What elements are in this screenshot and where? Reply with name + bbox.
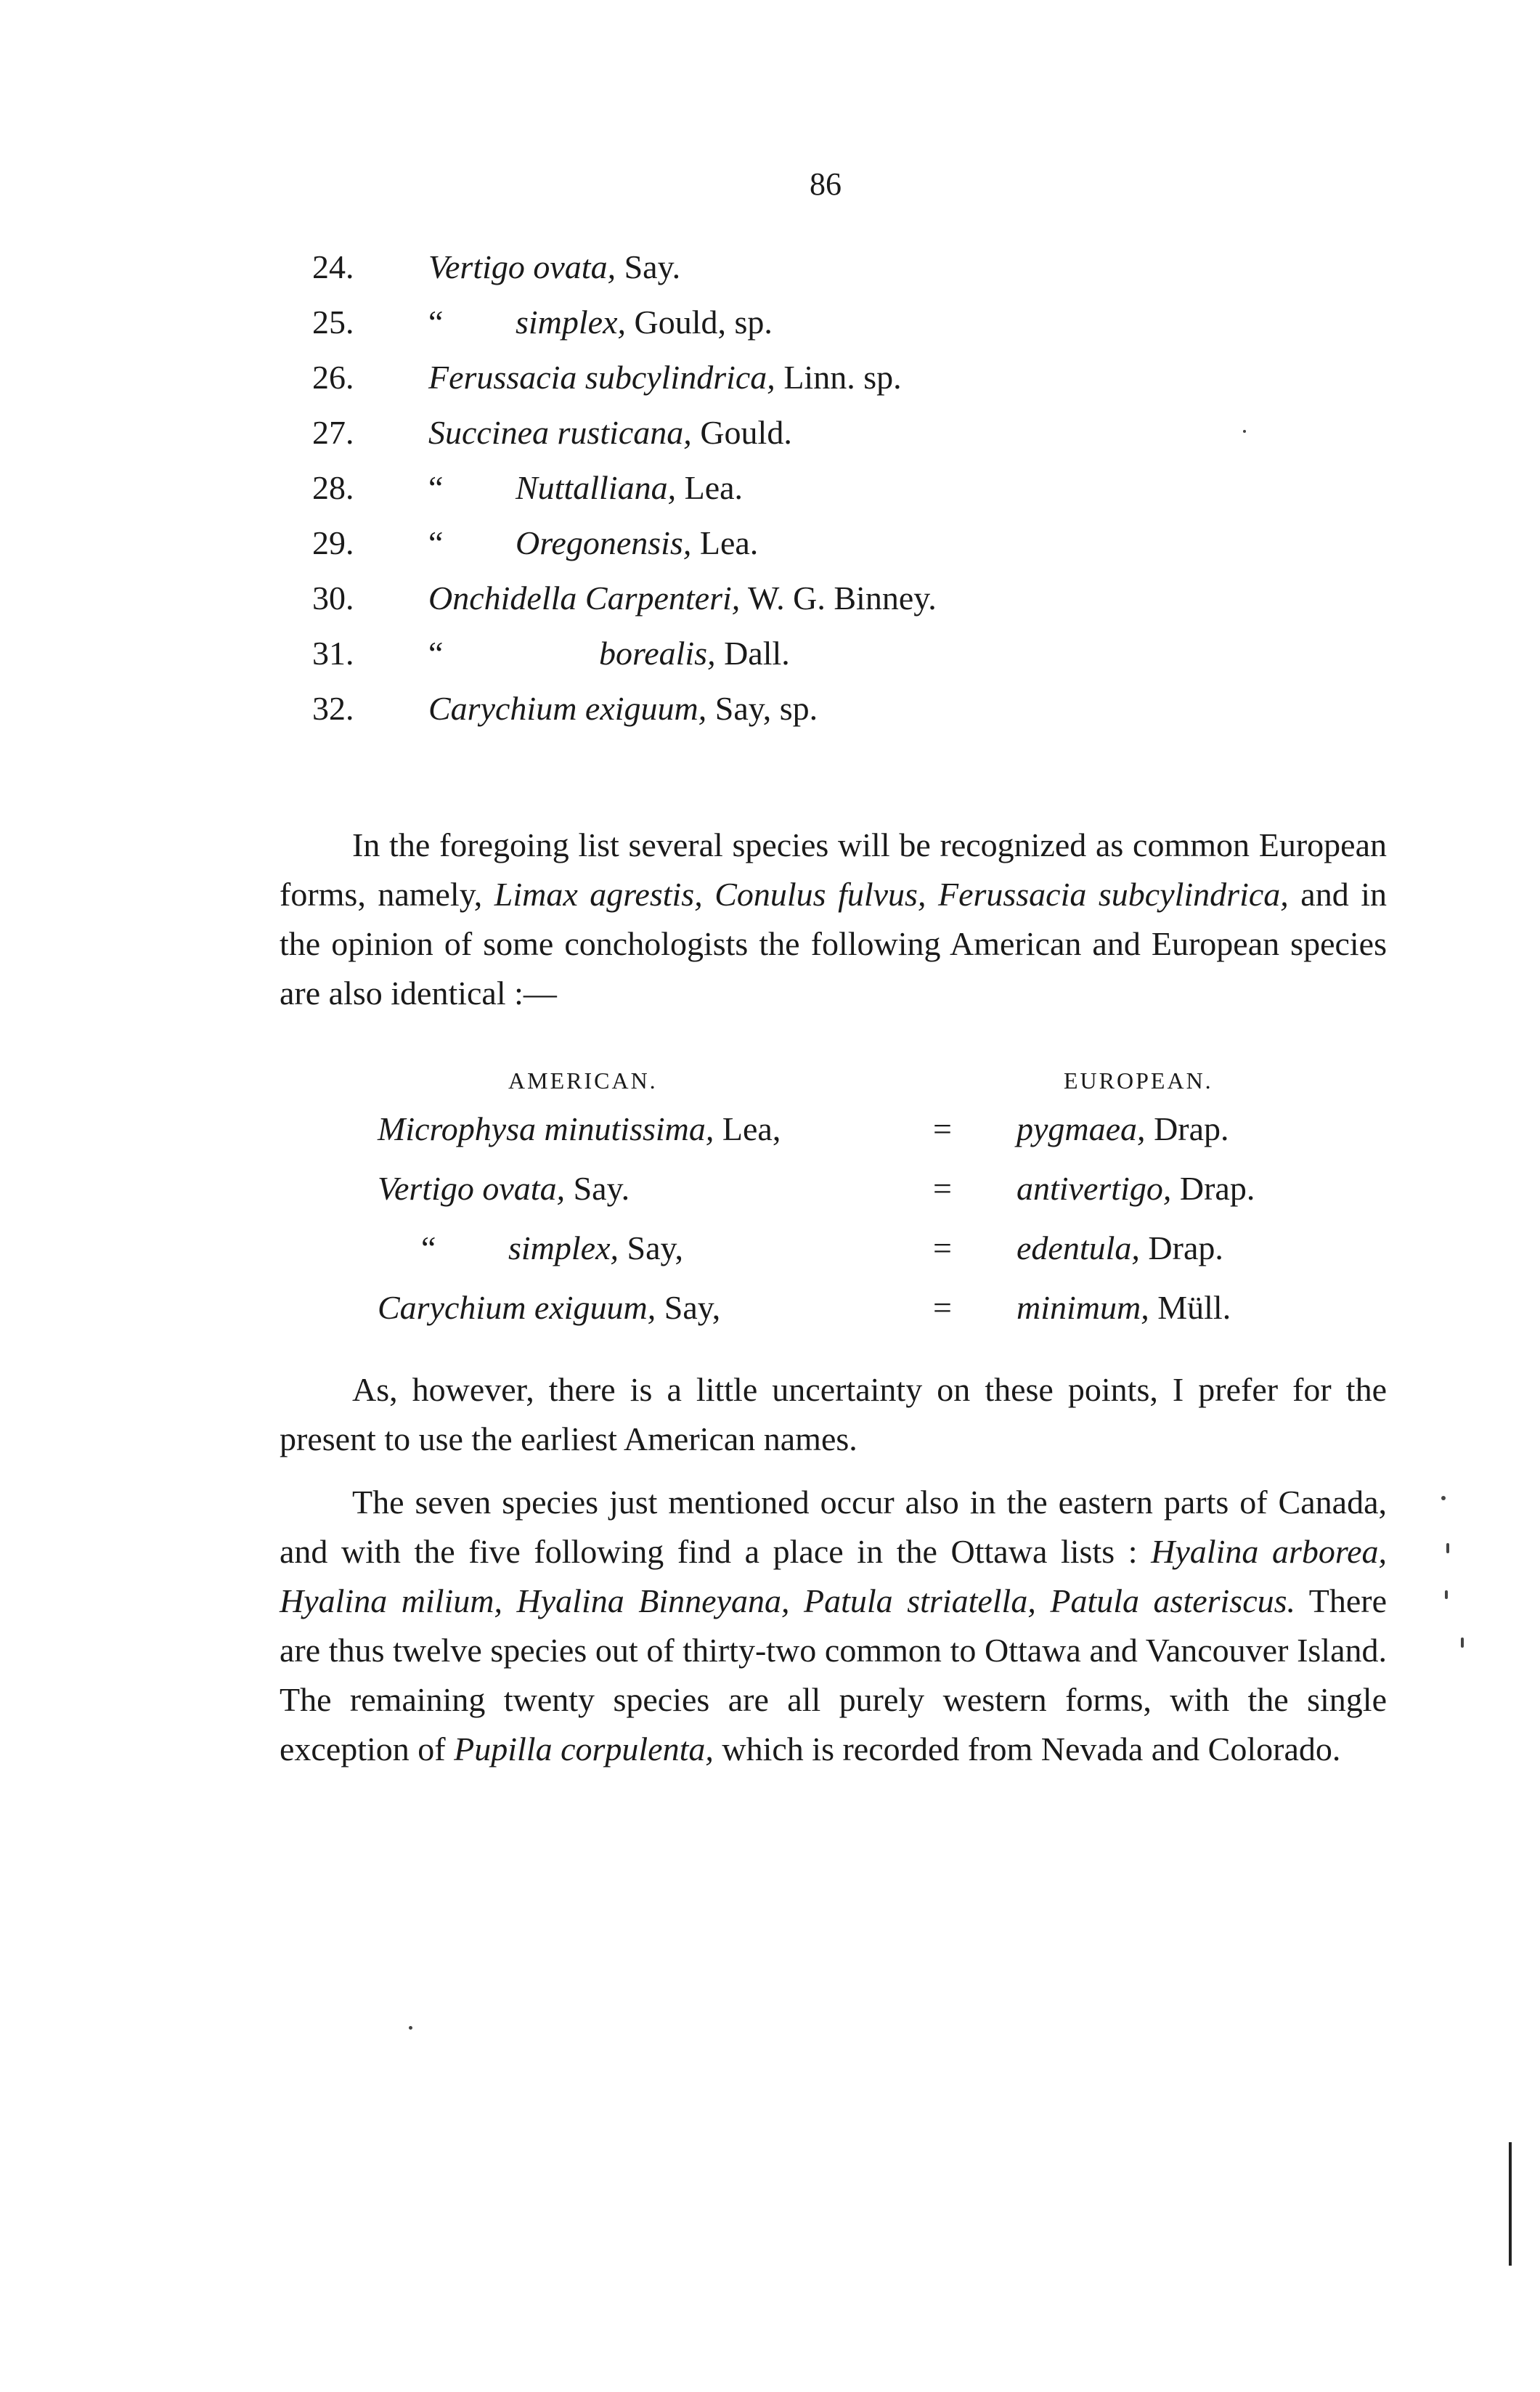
item-text	[428, 240, 680, 295]
american-name	[378, 1160, 630, 1218]
species-authority: Lea.	[676, 469, 743, 506]
european-name	[1017, 1219, 1223, 1277]
paragraph-italic: Hyalina arborea, Hyalina milium, Hyalina Binneyana, Patula striatella, Patula asteriscus.	[280, 1533, 1387, 1619]
item-number: 29.	[312, 524, 354, 561]
table-row	[378, 1160, 1380, 1218]
species-name: borealis,	[599, 635, 716, 672]
species-name: Onchidella Carpenteri,	[428, 579, 741, 617]
list-item	[312, 240, 1401, 295]
european-species: edentula,	[1017, 1229, 1140, 1266]
species-authority: Say.	[616, 248, 681, 285]
european-species: pygmaea,	[1017, 1110, 1146, 1147]
item-text	[428, 516, 758, 571]
ditto-mark: “	[428, 304, 444, 341]
table-row	[378, 1279, 1380, 1337]
paragraph-common-species	[280, 821, 1387, 1018]
paragraph-text: As, however, there is a little uncertainty on these points, I prefer for the present to use the earliest American names.	[280, 1371, 1387, 1457]
item-number: 27.	[312, 414, 354, 451]
item-text	[428, 571, 937, 626]
american-species: Microphysa minutissima,	[378, 1110, 714, 1147]
list-item	[312, 571, 1401, 626]
list-item	[312, 516, 1401, 571]
paragraph-text: In the foregoing list several species will be recognized as common European forms, namely,	[280, 826, 1387, 913]
item-number: 24.	[312, 248, 354, 285]
species-name: Ferussacia subcylindrica,	[428, 359, 775, 396]
american-name	[378, 1100, 781, 1158]
paragraph-text: There are thus twelve species out of thirty-two common to Ottawa and Vancouver Island. The remaining twenty species are all purely western forms, with the single exception of	[280, 1582, 1387, 1767]
item-text	[428, 626, 790, 681]
list-item	[312, 295, 1401, 350]
item-number: 26.	[312, 359, 354, 396]
paragraph-text: The seven species just mentioned occur also in the eastern parts of Canada, and with the five following find a place in the Ottawa lists :	[280, 1484, 1387, 1570]
ditto-mark: “	[421, 1229, 436, 1266]
list-item	[312, 405, 1401, 460]
species-name: Succinea rusticana,	[428, 414, 692, 451]
species-name: Oregonensis,	[516, 524, 692, 561]
item-text	[428, 350, 902, 405]
paragraph-text: and in the opinion of some conchologists the following American and European species are also identical :—	[280, 876, 1387, 1012]
american-name	[378, 1279, 720, 1337]
european-authority: Drap.	[1139, 1229, 1223, 1266]
scan-speck	[1445, 1590, 1448, 1599]
species-name: Carychium exiguum,	[428, 690, 707, 727]
paragraph-ottawa	[280, 1478, 1387, 1774]
scan-speck	[1441, 1496, 1446, 1500]
american-authority: Say.	[565, 1170, 630, 1207]
scan-speck	[1243, 430, 1246, 433]
american-column-header: AMERICAN.	[508, 1067, 658, 1094]
list-item	[312, 460, 1401, 516]
list-item	[312, 681, 1401, 736]
item-number: 31.	[312, 635, 354, 672]
list-item	[312, 626, 1401, 681]
equals-sign: =	[933, 1289, 952, 1326]
european-species: minimum,	[1017, 1289, 1149, 1326]
species-name: Nuttalliana,	[516, 469, 677, 506]
scan-speck	[1446, 1543, 1449, 1553]
table-row	[378, 1219, 1380, 1277]
item-number: 25.	[312, 304, 354, 341]
equals-sign: =	[933, 1229, 952, 1266]
ditto-mark: “	[428, 469, 444, 506]
american-species: simplex,	[508, 1229, 619, 1266]
scan-speck	[409, 2026, 412, 2030]
equals-sign: =	[933, 1110, 952, 1147]
european-name	[1017, 1100, 1229, 1158]
ditto-mark: “	[428, 635, 444, 672]
item-text	[428, 460, 743, 516]
european-column-header: EUROPEAN.	[1064, 1067, 1213, 1094]
species-authority: Say, sp.	[706, 690, 818, 727]
european-name	[1017, 1160, 1255, 1218]
species-authority: Lea.	[691, 524, 759, 561]
paragraph-text: which is recorded from Nevada and Colorado.	[713, 1730, 1341, 1767]
table-row	[378, 1100, 1380, 1158]
european-name	[1017, 1279, 1231, 1337]
american-authority: Lea,	[714, 1110, 781, 1147]
equals-sign: =	[933, 1170, 952, 1207]
european-species: antivertigo,	[1017, 1170, 1172, 1207]
paragraph-italic: Limax agrestis, Conulus fulvus, Ferussacia subcylindrica,	[494, 876, 1289, 913]
item-number: 30.	[312, 579, 354, 617]
species-authority: Gould.	[691, 414, 792, 451]
item-text	[428, 405, 792, 460]
item-number: 28.	[312, 469, 354, 506]
species-authority: Gould, sp.	[626, 304, 773, 341]
american-authority: Say,	[656, 1289, 721, 1326]
species-list	[312, 240, 1401, 736]
european-authority: Müll.	[1149, 1289, 1231, 1326]
american-authority: Say,	[619, 1229, 684, 1266]
item-text	[428, 295, 773, 350]
page-number: 86	[810, 166, 842, 202]
species-authority: W. G. Binney.	[740, 579, 937, 617]
species-authority: Dall.	[715, 635, 790, 672]
species-authority: Linn. sp.	[775, 359, 902, 396]
american-name	[378, 1219, 683, 1277]
paragraph-uncertainty	[280, 1365, 1387, 1464]
scan-edge-line	[1509, 2142, 1512, 2266]
item-text	[428, 681, 818, 736]
list-item	[312, 350, 1401, 405]
american-species: Carychium exiguum,	[378, 1289, 656, 1326]
species-name: Vertigo ovata,	[428, 248, 616, 285]
item-number: 32.	[312, 690, 354, 727]
paragraph-italic: Pupilla corpulenta,	[454, 1730, 714, 1767]
scan-speck	[1461, 1638, 1464, 1648]
ditto-mark: “	[428, 524, 444, 561]
european-authority: Drap.	[1171, 1170, 1255, 1207]
american-species: Vertigo ovata,	[378, 1170, 566, 1207]
species-name: simplex,	[516, 304, 627, 341]
european-authority: Drap.	[1145, 1110, 1229, 1147]
